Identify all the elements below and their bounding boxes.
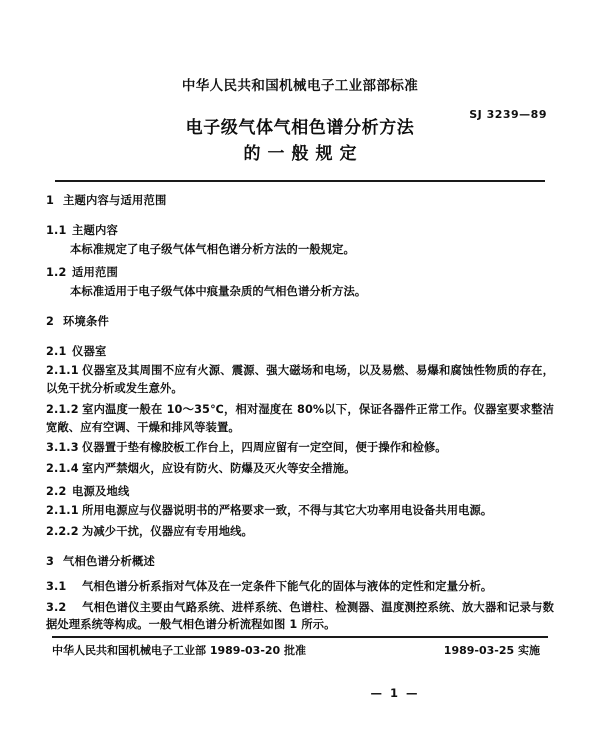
section-title-3: 气相色谱分析概述 (63, 554, 155, 568)
paragraph-1-1: 本标准规定了电子级气体气相色谱分析方法的一般规定。 (70, 243, 355, 256)
clause-text-2-1-4: 室内严禁烟火，应设有防火、防爆及灭火等安全措施。 (82, 462, 356, 476)
subsection-title-2-2: 电源及地线 (72, 485, 130, 499)
document-body (46, 192, 554, 637)
header-divider (55, 180, 545, 182)
section-title-2: 环境条件 (63, 315, 109, 328)
subsection-heading-2-1 (46, 343, 554, 359)
document-title (0, 118, 600, 167)
subsection-number-1-2: 1.2 (46, 265, 67, 279)
title-line-2: 的一般规定 (243, 144, 364, 165)
section-heading-1 (46, 192, 554, 208)
page-footer (52, 642, 548, 658)
clause-text-2-2-2: 为减少干扰，仪器应有专用地线。 (82, 524, 253, 538)
subsection-number-2-1: 2.1 (46, 345, 67, 358)
subsection-heading-1-2 (46, 264, 554, 280)
clause-number-2-2-2: 2.2.2 (46, 524, 79, 538)
section-title-1: 主题内容与适用范围 (63, 194, 167, 207)
clause-text-3-1: 气相色谱分析系指对气体及在一定条件下能气化的固体与液体的定性和定量分析。 (82, 579, 493, 593)
title-line-1: 电子级气体气相色谱分析方法 (185, 118, 415, 138)
clause-2-2-2 (46, 523, 554, 541)
subsection-number-1-1: 1.1 (46, 224, 67, 237)
issuer-line: 中华人民共和国机械电子工业部部标准 (181, 78, 419, 94)
clause-3-1 (46, 578, 554, 596)
clause-3-1-3 (46, 439, 554, 457)
standard-number: SJ 3239—89 (469, 108, 547, 121)
clause-2-1-1 (46, 362, 554, 398)
clause-number-3-1-3: 3.1.3 (46, 441, 79, 455)
clause-text-2-1-1: 仪器室及其周围不应有火源、震源、强大磁场和电场，以及易燃、易爆和腐蚀性物质的存在，以免干扰分析或发生意外。 (46, 364, 554, 395)
section-heading-2 (46, 313, 554, 329)
clause-text-3-2: 气相色谱仪主要由气路系统、进样系统、色谱柱、检测器、温度测控系统、放大器和记录与数据处理系统等构成。一般气相色谱分析流程如图 1 所示。 (46, 600, 554, 632)
clause-text-2-1-2: 室内温度一般在 10～35℃，相对湿度在 80%以下，保证各器件正常工作。仪器室要求整洁宽敞、应有空调、干燥和排风等装置。 (46, 402, 554, 434)
section-number-3: 3 (46, 554, 55, 568)
subsection-heading-2-2 (46, 483, 554, 499)
section-heading-3 (46, 553, 554, 569)
clause-3-2 (46, 599, 554, 635)
subsection-title-1-2: 适用范围 (72, 265, 118, 279)
clause-number-2-1-4: 2.1.4 (46, 462, 79, 476)
clause-2-1-2 (46, 401, 554, 437)
clause-2-1-4 (46, 460, 554, 478)
clause-text-3-1-3: 仪器置于垫有橡胶板工作台上，四周应留有一定空间，便于操作和检修。 (82, 441, 447, 455)
page-number: — 1 — (370, 686, 420, 700)
implementation-date: 1989-03-25 实施 (443, 644, 540, 657)
clause-2-2-1 (46, 502, 554, 520)
subsection-title-1-1: 主题内容 (72, 224, 118, 237)
section-number-1: 1 (46, 194, 55, 207)
clause-number-2-1-2: 2.1.2 (46, 402, 79, 416)
clause-text-2-2-1: 所用电源应与仪器说明书的严格要求一致，不得与其它大功率用电设备共用电源。 (82, 504, 493, 518)
paragraph-1-2: 本标准适用于电子级气体中痕量杂质的气相色谱分析方法。 (70, 284, 367, 298)
footer-divider (52, 636, 548, 638)
clause-number-3-1: 3.1 (46, 579, 67, 593)
clause-number-2-1-1: 2.1.1 (46, 364, 79, 377)
clause-number-2-2-1: 2.1.1 (46, 504, 79, 518)
subsection-title-2-1: 仪器室 (72, 345, 107, 358)
clause-number-3-2: 3.2 (46, 600, 67, 614)
subsection-heading-1-1 (46, 222, 554, 238)
approval-statement: 中华人民共和国机械电子工业部 1989-03-20 批准 (52, 644, 307, 657)
subsection-number-2-2: 2.2 (46, 485, 67, 499)
masthead (0, 74, 600, 94)
section-number-2: 2 (46, 315, 55, 328)
